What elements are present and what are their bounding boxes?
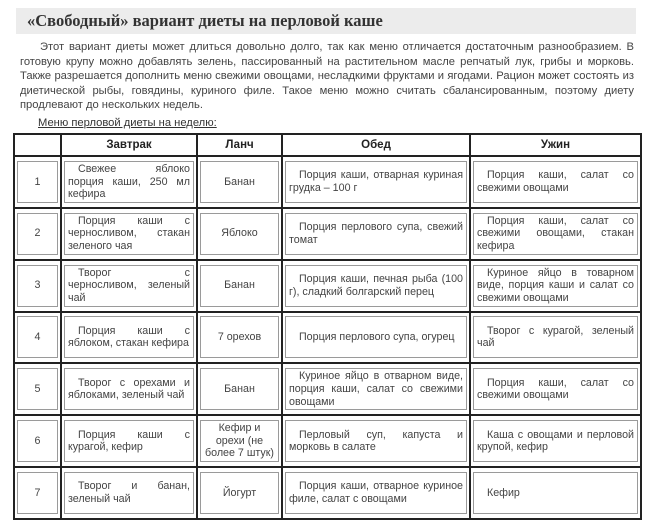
cell-box	[285, 213, 467, 255]
day-number-text: 5	[34, 383, 41, 395]
lunch-cell-text: Банан	[224, 175, 255, 188]
breakfast-cell-text: Творог и банан, зеленый чай	[68, 480, 190, 506]
supper-cell-text: Каша с овощами и перловой крупой, кефир	[477, 428, 634, 454]
dinner-cell	[282, 312, 470, 364]
diet-menu-table	[13, 133, 642, 520]
supper-cell	[470, 260, 641, 312]
dinner-cell-text: Порция каши, отварное куриное филе, салат с овощами	[289, 480, 463, 506]
cell-box	[64, 316, 194, 358]
cell-box	[17, 420, 58, 462]
day-number	[14, 208, 61, 260]
header-lunch: Ланч	[197, 134, 282, 156]
lunch-cell-text: Кефир и орехи (не более 7 штук)	[204, 422, 274, 460]
supper-cell-text: Порция каши, салат со свежими овощами	[477, 376, 634, 402]
breakfast-cell-text: Свежее яблоко порция каши, 250 мл кефира	[68, 163, 190, 201]
cell-box	[285, 161, 467, 203]
day-number-text: 1	[34, 175, 41, 188]
cell-box	[473, 213, 638, 255]
cell-box	[200, 265, 279, 307]
header-supper: Ужин	[470, 134, 641, 156]
cell-box	[285, 472, 467, 514]
lunch-cell	[197, 415, 282, 467]
supper-cell	[470, 208, 641, 260]
table-row	[14, 415, 641, 467]
cell-box	[17, 472, 58, 514]
lunch-cell	[197, 156, 282, 208]
lunch-cell-text: Яблоко	[221, 227, 258, 240]
cell-box	[473, 420, 638, 462]
table-row	[14, 260, 641, 312]
cell-box	[200, 316, 279, 358]
dinner-cell	[282, 208, 470, 260]
cell-box	[17, 316, 58, 358]
supper-cell-text: Кефир	[487, 486, 520, 499]
breakfast-cell-text: Порция каши с черносливом, стакан зеленого чая	[68, 214, 190, 253]
lunch-cell-text: Йогурт	[222, 486, 257, 499]
breakfast-cell	[61, 415, 197, 467]
cell-box	[64, 213, 194, 255]
cell-box	[64, 368, 194, 410]
cell-box	[64, 472, 194, 514]
breakfast-cell	[61, 260, 197, 312]
breakfast-cell	[61, 156, 197, 208]
day-number-text: 6	[34, 434, 41, 447]
header-dinner: Обед	[282, 134, 470, 156]
table-row	[14, 156, 641, 208]
table-row	[14, 467, 641, 519]
supper-cell	[470, 415, 641, 467]
dinner-cell-text: Куриное яйцо в отварном виде, порция каши, салат со свежими овощами	[289, 370, 463, 408]
cell-box	[200, 161, 279, 203]
cell-box	[200, 472, 279, 514]
lunch-cell-text: Банан	[224, 383, 255, 395]
breakfast-cell-text: Порция каши с яблоком, стакан кефира	[68, 324, 190, 350]
breakfast-cell-text: Творог с орехами и яблоками, зеленый чай	[68, 376, 190, 402]
dinner-cell-text: Порция перлового супа, свежий томат	[289, 221, 463, 246]
breakfast-cell-text: Творог с черносливом, зеленый чай	[68, 266, 190, 304]
cell-box	[64, 161, 194, 203]
day-number	[14, 260, 61, 312]
cell-box	[64, 265, 194, 307]
cell-box	[285, 420, 467, 462]
lunch-cell-text: 7 орехов	[217, 331, 262, 344]
dinner-cell	[282, 467, 470, 519]
cell-box	[200, 368, 279, 410]
table-row	[14, 312, 641, 364]
cell-box	[473, 265, 638, 307]
dinner-cell	[282, 415, 470, 467]
lunch-cell-text: Банан	[224, 279, 255, 292]
lunch-cell	[197, 260, 282, 312]
lunch-cell	[197, 363, 282, 415]
dinner-cell-text: Порция каши, печная рыба (100 г), сладкий болгарский перец	[289, 273, 463, 298]
cell-box	[473, 161, 638, 203]
header-breakfast: Завтрак	[61, 134, 197, 156]
cell-box	[473, 316, 638, 358]
day-number-text: 4	[34, 331, 41, 344]
supper-cell-text: Порция каши, салат со свежими овощами	[477, 169, 634, 194]
weekly-menu-link[interactable]: Меню перловой диеты на неделю:	[38, 117, 217, 129]
cell-box	[17, 161, 58, 203]
dinner-cell-text: Порция каши, отварная куриная грудка – 100 г	[289, 169, 463, 194]
dinner-cell	[282, 363, 470, 415]
supper-cell	[470, 312, 641, 364]
table-row	[14, 208, 641, 260]
dinner-cell-text: Перловый суп, капуста и морковь в салате	[289, 428, 463, 454]
intro-paragraph: Этот вариант диеты может длиться довольно долго, так как меню отличается достаточным разнообразием. В готовую крупу можно добавлять зелень, пассированный на растительном масле репчатый лук, грибы и морковь. Также разрешается дополнить меню свежими овощами, несладкими фруктами и ягодами. Рацион может состоять из диетической рыбы, говядины, куриного филе. Такое меню можно считать сбалансированным, поэтому диету продлевают до нескольких недель.	[20, 41, 634, 112]
table-row	[14, 363, 641, 415]
header-num	[14, 134, 61, 156]
breakfast-cell	[61, 363, 197, 415]
dinner-cell-text: Порция перлового супа, огурец	[299, 331, 455, 344]
supper-cell	[470, 156, 641, 208]
day-number-text: 2	[34, 227, 41, 240]
cell-box	[473, 472, 638, 514]
cell-box	[17, 368, 58, 410]
day-number	[14, 156, 61, 208]
lunch-cell	[197, 208, 282, 260]
day-number-text: 7	[34, 486, 41, 499]
day-number	[14, 415, 61, 467]
cell-box	[285, 368, 467, 410]
dinner-cell	[282, 260, 470, 312]
breakfast-cell-text: Порция каши с курагой, кефир	[68, 428, 190, 454]
supper-cell	[470, 363, 641, 415]
cell-box	[200, 420, 279, 462]
cell-box	[285, 316, 467, 358]
cell-box	[17, 265, 58, 307]
page-title: «Свободный» вариант диеты на перловой каше	[16, 8, 636, 34]
lunch-cell	[197, 312, 282, 364]
cell-box	[473, 368, 638, 410]
cell-box	[17, 213, 58, 255]
breakfast-cell	[61, 208, 197, 260]
day-number	[14, 467, 61, 519]
day-number-text: 3	[34, 279, 41, 292]
supper-cell	[470, 467, 641, 519]
table-header-row	[14, 134, 641, 156]
cell-box	[64, 420, 194, 462]
breakfast-cell	[61, 312, 197, 364]
supper-cell-text: Порция каши, салат со свежими овощами, стакан кефира	[477, 214, 634, 253]
day-number	[14, 363, 61, 415]
breakfast-cell	[61, 467, 197, 519]
lunch-cell	[197, 467, 282, 519]
cell-box	[200, 213, 279, 255]
day-number	[14, 312, 61, 364]
supper-cell-text: Куриное яйцо в товарном виде, порция каши и салат со свежими овощами	[477, 266, 634, 304]
dinner-cell	[282, 156, 470, 208]
cell-box	[285, 265, 467, 307]
supper-cell-text: Творог с курагой, зеленый чай	[477, 324, 634, 350]
